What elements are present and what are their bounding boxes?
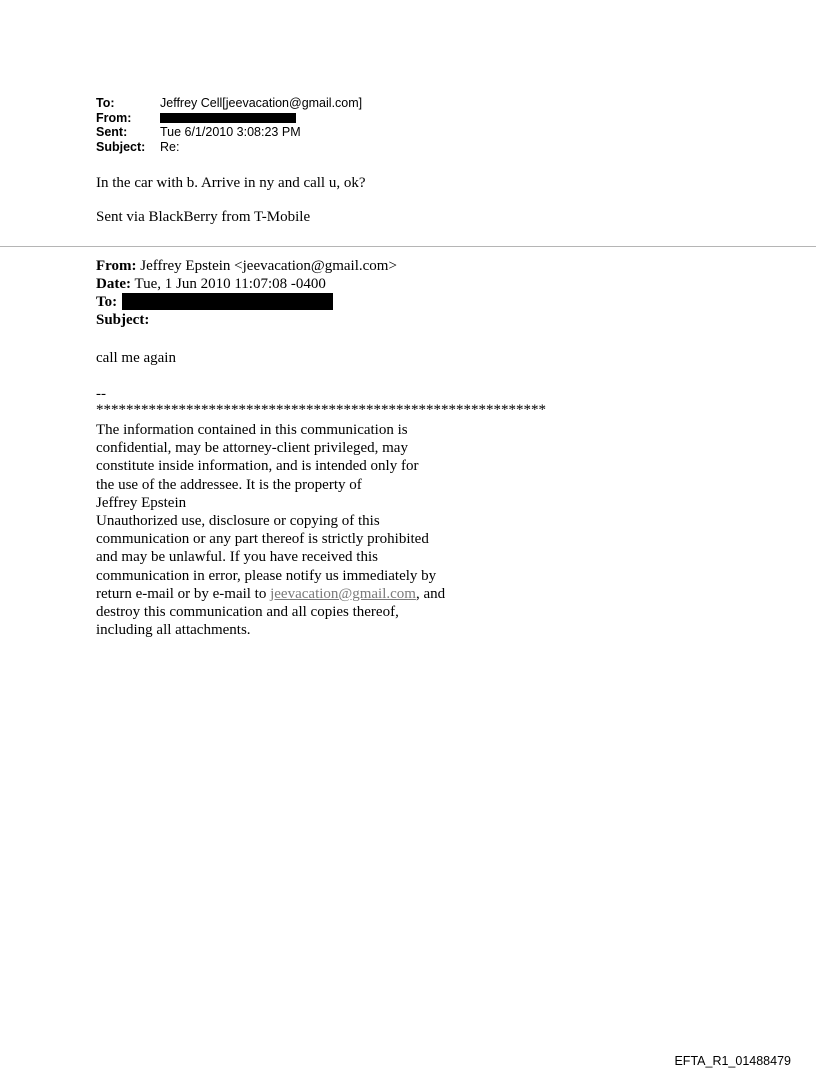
disclaimer-line: destroy this communication and all copies thereof, <box>96 604 399 621</box>
original-subject-label: Subject: <box>96 312 150 328</box>
original-body <box>96 349 546 639</box>
reply-from-row <box>96 111 362 126</box>
original-from-label: From: <box>96 258 137 274</box>
email-link[interactable]: jeevacation@gmail.com <box>270 585 416 602</box>
original-from-value: Jeffrey Epstein <jeevacation@gmail.com> <box>140 258 397 274</box>
sent-value: Tue 6/1/2010 3:08:23 PM <box>160 125 301 139</box>
reply-message: In the car with b. Arrive in ny and call u, ok? <box>96 175 366 191</box>
reply-sent-row <box>96 125 362 140</box>
disclaimer-line: and may be unlawful. If you have received this <box>96 549 378 566</box>
original-email-header <box>96 257 397 329</box>
asterisk-rule: ************************************************************ <box>96 402 546 418</box>
original-subject-row <box>96 311 397 329</box>
to-value: Jeffrey Cell[jeevacation@gmail.com] <box>160 96 363 110</box>
original-date-value: Tue, 1 Jun 2010 11:07:08 -0400 <box>134 276 326 292</box>
original-message: call me again <box>96 350 176 366</box>
reply-subject-row <box>96 140 362 155</box>
reply-email-header <box>96 96 362 154</box>
original-from-row <box>96 257 397 275</box>
signature-separator: -- <box>96 386 106 402</box>
disclaimer-line: confidential, may be attorney-client privileged, may <box>96 440 408 457</box>
disclaimer-line: The information contained in this communication is <box>96 422 408 438</box>
from-value <box>160 111 296 126</box>
original-to-row <box>96 293 397 311</box>
disclaimer-line: the use of the addressee. It is the property of <box>96 476 362 493</box>
disclaimer-line: constitute inside information, and is intended only for <box>96 458 419 475</box>
reply-signature: Sent via BlackBerry from T-Mobile <box>96 209 311 225</box>
disclaimer-line: communication in error, please notify us immediately by <box>96 567 437 584</box>
disclaimer-line: including all attachments. <box>96 622 251 639</box>
disclaimer-line-with-link <box>96 585 546 603</box>
reply-to-row <box>96 96 362 111</box>
message-divider <box>0 246 816 247</box>
subject-label: Subject: <box>96 139 146 154</box>
disclaimer-line: communication or any part thereof is strictly prohibited <box>96 531 429 548</box>
sent-label: Sent: <box>96 125 128 139</box>
from-label: From: <box>96 110 132 125</box>
reply-body <box>96 174 366 226</box>
disclaimer-line: Unauthorized use, disclosure or copying of this <box>96 513 380 530</box>
to-label: To: <box>96 96 115 110</box>
document-id: EFTA_R1_01488479 <box>674 1054 791 1068</box>
original-date-label: Date: <box>96 276 131 292</box>
original-to-label: To: <box>96 294 118 310</box>
redaction-bar <box>122 293 333 310</box>
redaction-bar <box>160 113 296 123</box>
original-date-row <box>96 275 397 293</box>
return-prefix: return e-mail or by e-mail to <box>96 585 271 602</box>
confidentiality-disclaimer <box>96 421 546 639</box>
return-suffix: , and <box>415 585 446 602</box>
disclaimer-line: Jeffrey Epstein <box>96 494 187 511</box>
subject-value: Re: <box>160 139 180 154</box>
